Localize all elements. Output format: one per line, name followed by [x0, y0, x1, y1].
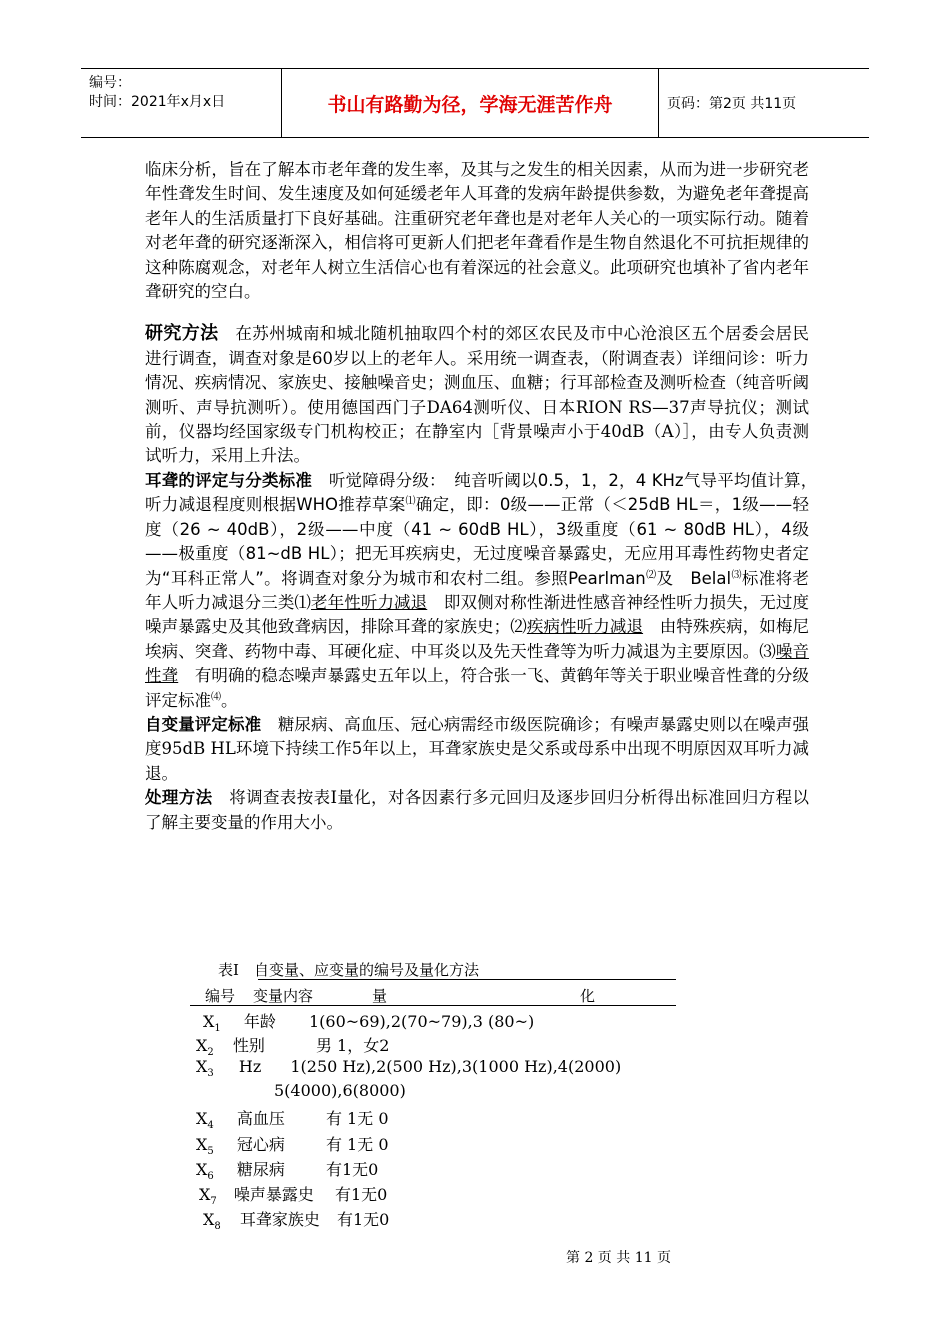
row-value: 1(60~69),2(70~79),3 (80~)	[308, 1012, 535, 1031]
row-value: 有 1无 0	[325, 1135, 389, 1154]
ref-4: ⑷	[211, 691, 221, 703]
row-code-sub: 4	[207, 1120, 214, 1132]
page-header	[81, 68, 869, 138]
row-value: 有1无0	[336, 1210, 390, 1229]
row-code: X	[196, 1160, 208, 1179]
row-name: 高血压	[236, 1109, 285, 1128]
table-header-code: 编号	[205, 987, 236, 1005]
table-caption-number: 表Ⅰ	[218, 961, 239, 979]
row-name: 糖尿病	[236, 1160, 285, 1179]
methods-text: 在苏州城南和城北随机抽取四个村的郊区农民及市中心沧浪区五个居委会居民进行调查，调查对象是60岁以上的老年人。采用统一调查表，（附调查表）详细问诊：听力情况、疾病情况、家族史、接触噪音史；测血压、血糖；行耳部检查及测听检查（纯音听阈测听、声导抗测听）。使用德国西门子DA64测听仪、日本RION RS—37声导抗仪；测试前，仪器均经国家级专门机构校正；在静室内［背景噪声小于40dB（A）］，由专人负责测试听力，采用上升法。	[145, 324, 810, 466]
table-row	[196, 1106, 389, 1131]
variables-paragraph	[145, 713, 809, 786]
table-header-rule	[190, 1005, 676, 1006]
processing-heading: 处理方法	[145, 788, 213, 808]
row-name: 性别	[232, 1036, 265, 1055]
table-row	[196, 1157, 378, 1182]
header-meta	[81, 69, 281, 137]
row-code: X	[196, 1135, 208, 1154]
row-value: 1(250 Hz),2(500 Hz),3(1000 Hz),4(2000)	[290, 1057, 622, 1076]
methods-heading: 研究方法	[145, 323, 219, 345]
category-senile: 老年性听力减退	[311, 592, 428, 612]
table-top-rule	[258, 979, 676, 980]
row-value: 有 1无 0	[325, 1109, 389, 1128]
table-row	[196, 1132, 389, 1157]
category-disease: 疾病性听力减退	[526, 617, 644, 637]
row-code-sub: 8	[214, 1221, 221, 1233]
intro-paragraph: 临床分析，旨在了解本市老年聋的发生率，及其与之发生的相关因素，从而为进一步研究老年性聋发生时间、发生速度及如何延缓老年人耳聋的发病年龄提供参数，为避免老年聋提高老年人的生活质量打下良好基础。注重研究老年聋也是对老年人关心的一项实际行动。随着对老年聋的研究逐渐深入，相信将可更新人们把老年聋看作是生物自然退化不可抗拒规律的这种陈腐观念，对老年人树立生活信心也有着深远的社会意义。此项研究也填补了省内老年聋研究的空白。	[145, 160, 809, 302]
table-header-quant-1: 量	[372, 987, 388, 1005]
table-row-continuation: 5(4000),6(8000)	[274, 1081, 406, 1100]
criteria-text-6: 由特殊疾病，如梅尼埃病、突聋、药物中毒、耳硬化症、中耳炎以及先天性聋等为听力减退为主要原因。⑶	[145, 617, 810, 661]
table-row	[203, 1207, 389, 1232]
criteria-text-5: 即双侧对称性渐进性感音神经性听力损失，无过度噪声暴露史及其他致聋病因，排除耳聋的家族史；⑵	[145, 592, 810, 637]
table-row	[203, 1009, 534, 1034]
table-row	[196, 1033, 389, 1058]
table-header-content: 变量内容	[253, 987, 314, 1005]
row-code: X	[203, 1012, 215, 1031]
row-value: 有1无0	[325, 1160, 379, 1179]
criteria-paragraph	[145, 469, 826, 713]
row-code-sub: 7	[210, 1196, 217, 1208]
table-row	[196, 1057, 621, 1079]
table-row	[199, 1182, 387, 1207]
header-page-indicator: 页码：第2页 共11页	[667, 96, 797, 112]
row-code-sub: 5	[207, 1146, 214, 1158]
page-footer: 第 2 页 共 11 页	[566, 1250, 671, 1266]
processing-text: 将调查表按表Ⅰ量化，对各因素行多元回归及逐步回归分析得出标准回归方程以了解主要变量的作用大小。	[145, 788, 809, 832]
variables-heading: 自变量评定标准	[145, 714, 262, 734]
category-noise: 噪音性聋	[145, 641, 810, 686]
criteria-text-3: 及 Belal	[656, 568, 732, 588]
row-name: 耳聋家族史	[239, 1210, 320, 1229]
row-value: 有1无0	[334, 1185, 388, 1204]
row-name: 噪声暴露史	[233, 1185, 314, 1204]
variables-text: 糖尿病、高血压、冠心病需经市级医院确诊；有噪声暴露史则以在噪声强度95dB HL环境下持续工作5年以上，耳聋家族史是父系或母系中出现不明原因双耳听力减退。	[145, 714, 810, 783]
document-body	[145, 158, 826, 835]
doc-time-label: 时间：2021年x月x日	[89, 94, 226, 110]
table-header-quant-2: 化	[580, 987, 596, 1005]
table-header-row	[205, 985, 235, 1006]
row-name: 年龄	[243, 1012, 276, 1031]
row-code-sub: 2	[207, 1047, 214, 1059]
row-name: Hz	[238, 1057, 262, 1076]
header-motto: 书山有路勤为径，学海无涯苦作舟	[281, 69, 659, 137]
criteria-text-1: 听觉障碍分级： 纯音听阈以0.5，1，2，4 KHz气导平均值计算， 听力减退程度则根据WHO推荐草案	[145, 470, 826, 515]
row-code: X	[196, 1109, 208, 1128]
ref-3: ⑶	[731, 569, 742, 581]
row-value: 男 1，女2	[315, 1036, 390, 1055]
ref-2: ⑵	[645, 569, 657, 581]
row-code: X	[199, 1185, 211, 1204]
row-code: X	[196, 1057, 208, 1076]
table-caption	[218, 959, 479, 980]
criteria-heading: 耳聋的评定与分类标准	[145, 470, 313, 490]
row-code: X	[203, 1210, 215, 1229]
criteria-text-2: 确定，即：0级——正常（＜25dB HL＝，1级——轻度（26 ~ 40dB），2级——中度（41 ~ 60dB HL），3级重度（61 ~ 80dB HL），4级——极重度（81~dB HL）；把无耳疾病史，无过度噪音暴露史，无应用耳毒性药物史者定为“耳科正常人”。将调查对象分为城市和农村二组。参照Pearlman	[145, 495, 809, 588]
doc-number-label: 编号：	[89, 75, 131, 91]
row-name: 冠心病	[236, 1135, 285, 1154]
row-code-sub: 1	[214, 1023, 221, 1035]
processing-paragraph	[145, 786, 809, 835]
row-code-sub: 6	[207, 1171, 214, 1183]
row-code: X	[196, 1036, 208, 1055]
ref-1: ⑴	[405, 496, 416, 508]
criteria-text-4: 标准将老年人听力减退分三类⑴	[145, 568, 810, 612]
table-caption-title: 自变量、应变量的编号及量化方法	[253, 961, 479, 979]
criteria-text-7: 有明确的稳态噪声暴露史五年以上，符合张一飞、黄鹤年等关于职业噪音性聋的分级评定标准	[145, 666, 810, 710]
criteria-text-8: 。	[221, 690, 238, 710]
row-code-sub: 3	[207, 1068, 214, 1080]
methods-paragraph	[145, 322, 809, 468]
